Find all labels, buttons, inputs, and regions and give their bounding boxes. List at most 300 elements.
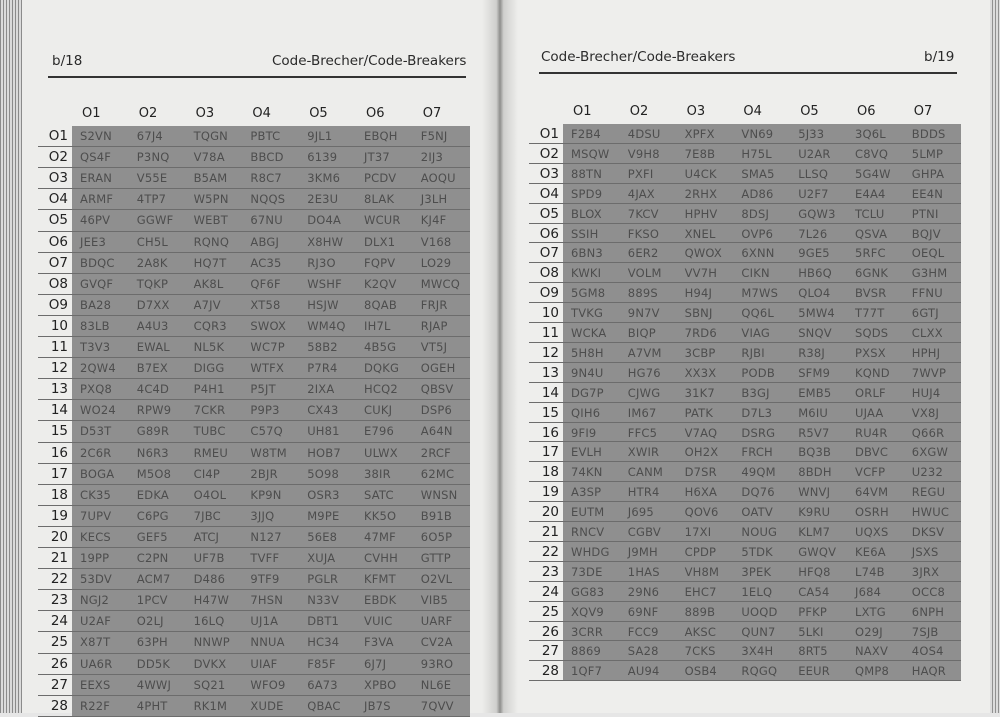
code-cell: GEF5 bbox=[136, 529, 168, 544]
row-label: O7 bbox=[539, 245, 559, 262]
code-cell: PBTC bbox=[250, 129, 281, 143]
code-cell: SQDS bbox=[855, 326, 889, 340]
code-cell: 1HAS bbox=[627, 564, 660, 579]
code-cell: UH81 bbox=[307, 424, 340, 439]
code-cell: 5TDK bbox=[741, 544, 773, 559]
code-cell: NQQS bbox=[250, 192, 286, 207]
row-label: 10 bbox=[541, 305, 559, 322]
code-cell: 5LMP bbox=[911, 146, 944, 161]
code-cell: P7R4 bbox=[307, 361, 338, 376]
code-cell: CPDP bbox=[684, 544, 717, 559]
code-cell: 4B5G bbox=[364, 340, 397, 354]
code-cell: WCUR bbox=[364, 213, 401, 228]
code-cell: ATCJ bbox=[193, 529, 220, 544]
code-cell: OVP6 bbox=[741, 226, 774, 241]
code-cell: DO4A bbox=[307, 213, 342, 228]
code-cell: CUKJ bbox=[364, 403, 393, 418]
code-cell: V55E bbox=[136, 171, 168, 186]
code-cell: EHC7 bbox=[684, 584, 717, 599]
code-cell: WO24 bbox=[80, 403, 116, 418]
column-header: O1 bbox=[82, 106, 101, 121]
code-cell: 56E8 bbox=[307, 529, 338, 544]
code-cell: 19PP bbox=[80, 551, 110, 565]
code-cell: VT5J bbox=[420, 340, 448, 354]
code-cell: 69NF bbox=[627, 604, 659, 619]
row-label: 19 bbox=[541, 484, 559, 501]
row-divider bbox=[529, 302, 961, 303]
code-cell: RJBI bbox=[741, 345, 765, 360]
row-label: 26 bbox=[541, 623, 559, 640]
code-cell: KFMT bbox=[364, 572, 396, 587]
code-cell: 47MF bbox=[364, 529, 396, 544]
code-cell: CK35 bbox=[80, 487, 112, 502]
row-label: O6 bbox=[539, 225, 559, 242]
code-cell: HAQR bbox=[911, 664, 946, 679]
code-cell: DSP6 bbox=[420, 403, 453, 418]
row-label: 12 bbox=[50, 360, 68, 377]
code-cell: SPD9 bbox=[571, 186, 603, 201]
code-cell: FFC5 bbox=[627, 425, 658, 440]
code-cell: K2QV bbox=[364, 276, 397, 291]
row-divider bbox=[529, 521, 961, 522]
code-cell: EDKA bbox=[136, 487, 169, 502]
code-cell: RK1M bbox=[193, 698, 228, 713]
code-cell: FKSO bbox=[627, 226, 660, 241]
code-cell: 1ELQ bbox=[741, 584, 773, 599]
code-cell: 6O5P bbox=[420, 529, 453, 544]
code-cell: XT58 bbox=[250, 297, 281, 312]
code-cell: 4DSU bbox=[627, 127, 661, 141]
row-divider bbox=[38, 188, 470, 189]
code-cell: 6XNN bbox=[741, 246, 775, 261]
code-cell: 2IXA bbox=[307, 382, 335, 397]
code-cell: G3HM bbox=[911, 266, 948, 281]
row-label: 13 bbox=[50, 381, 68, 398]
code-cell: C2PN bbox=[136, 551, 169, 565]
code-cell: HFQ8 bbox=[798, 564, 831, 579]
code-cell: QWOX bbox=[684, 246, 723, 261]
code-cell: 63PH bbox=[136, 635, 168, 650]
row-label: O4 bbox=[539, 185, 559, 202]
code-cell: DSRG bbox=[741, 425, 776, 440]
column-header: O6 bbox=[366, 106, 385, 121]
code-cell: GHPA bbox=[911, 166, 945, 181]
row-divider bbox=[529, 481, 961, 482]
code-cell: PXQ8 bbox=[80, 382, 112, 397]
code-cell: OATV bbox=[741, 505, 773, 520]
code-cell: BA28 bbox=[80, 297, 112, 312]
column-header: O5 bbox=[800, 104, 819, 119]
code-cell: UA6R bbox=[80, 656, 113, 671]
row-label: 10 bbox=[50, 317, 68, 334]
row-label: O8 bbox=[48, 275, 68, 292]
code-cell: 6139 bbox=[307, 150, 338, 165]
code-cell: HWUC bbox=[911, 505, 950, 520]
code-cell: TVKG bbox=[571, 306, 604, 321]
code-cell: R5V7 bbox=[798, 425, 830, 440]
code-cell: 8BDH bbox=[798, 465, 832, 480]
code-cell: CLXX bbox=[911, 326, 943, 340]
code-cell: B5AM bbox=[193, 171, 228, 186]
code-cell: MSQW bbox=[571, 146, 610, 161]
code-cell: B3GJ bbox=[741, 385, 770, 400]
code-cell: 5H8H bbox=[571, 345, 604, 360]
code-cell: RPW9 bbox=[136, 403, 172, 418]
code-cell: WNSN bbox=[420, 487, 458, 502]
code-cell: XUDE bbox=[250, 698, 284, 713]
code-cell: D486 bbox=[193, 572, 226, 587]
code-cell: E796 bbox=[364, 424, 395, 439]
code-cell: 7HSN bbox=[250, 593, 284, 608]
code-cell: HPHV bbox=[684, 206, 718, 221]
code-cell: R8C7 bbox=[250, 171, 282, 186]
row-divider bbox=[529, 441, 961, 442]
code-cell: 53DV bbox=[80, 572, 112, 587]
code-cell: KLM7 bbox=[798, 525, 831, 539]
code-cell: 7L26 bbox=[798, 226, 828, 241]
row-divider bbox=[529, 660, 961, 661]
code-cell: 7QVV bbox=[420, 698, 454, 713]
code-cell: GVQF bbox=[80, 276, 114, 291]
row-divider bbox=[529, 282, 961, 283]
code-cell: SFM9 bbox=[798, 365, 831, 380]
row-divider bbox=[38, 442, 470, 443]
column-header: O6 bbox=[857, 104, 876, 119]
code-cell: 7JBC bbox=[193, 508, 221, 523]
row-divider bbox=[529, 581, 961, 582]
code-cell: PODB bbox=[741, 365, 775, 380]
left-header-rule bbox=[48, 76, 466, 78]
code-cell: DD5K bbox=[136, 656, 171, 671]
code-cell: WEBT bbox=[193, 213, 228, 228]
code-cell: 46PV bbox=[80, 213, 111, 228]
code-cell: D7SR bbox=[684, 465, 717, 480]
row-label: 15 bbox=[50, 423, 68, 440]
code-cell: BDQC bbox=[80, 255, 115, 270]
code-cell: ACM7 bbox=[136, 572, 171, 587]
row-divider bbox=[529, 461, 961, 462]
row-divider bbox=[529, 541, 961, 542]
code-cell: PFKP bbox=[798, 604, 828, 619]
code-cell: BQ3B bbox=[798, 445, 832, 460]
code-cell: 5G4W bbox=[855, 166, 891, 181]
row-divider bbox=[529, 163, 961, 164]
code-cell: HSJW bbox=[307, 297, 339, 312]
code-cell: HC34 bbox=[307, 635, 340, 650]
row-divider bbox=[38, 146, 470, 147]
column-header: O3 bbox=[686, 104, 706, 119]
code-cell: 17XI bbox=[684, 525, 712, 539]
column-header: O2 bbox=[629, 104, 649, 119]
code-cell: TCLU bbox=[855, 206, 885, 221]
code-cell: BDDS bbox=[911, 127, 946, 141]
code-cell: BBCD bbox=[250, 150, 284, 165]
row-label: O3 bbox=[48, 170, 68, 187]
code-cell: ORLF bbox=[855, 385, 886, 400]
code-cell: 9TF9 bbox=[250, 572, 280, 587]
code-cell: B91B bbox=[420, 508, 453, 523]
code-cell: RMEU bbox=[193, 445, 228, 460]
row-divider bbox=[529, 203, 961, 204]
code-cell: XQV9 bbox=[571, 604, 604, 619]
left-page-number: b/18 bbox=[52, 53, 83, 69]
code-cell: XPFX bbox=[684, 127, 715, 141]
code-cell: ULWX bbox=[364, 445, 398, 460]
code-cell: C8VQ bbox=[855, 146, 889, 161]
code-cell: HPHJ bbox=[911, 345, 941, 360]
row-divider bbox=[38, 252, 470, 253]
code-cell: UF7B bbox=[193, 551, 225, 565]
row-label: 20 bbox=[541, 504, 559, 521]
code-cell: SA28 bbox=[627, 644, 659, 659]
row-divider bbox=[529, 601, 961, 602]
right-page-number: b/19 bbox=[924, 49, 955, 65]
code-cell: 2C6R bbox=[80, 445, 112, 460]
row-label: 26 bbox=[50, 655, 68, 672]
row-divider bbox=[529, 223, 961, 224]
code-cell: BLOX bbox=[571, 206, 602, 221]
code-cell: 4C4D bbox=[136, 382, 170, 397]
code-cell: DKSV bbox=[911, 525, 945, 539]
row-label: 16 bbox=[541, 424, 559, 441]
row-label: 28 bbox=[50, 697, 68, 714]
code-cell: 6GNK bbox=[855, 266, 889, 281]
code-cell: EVLH bbox=[571, 445, 602, 460]
code-cell: V9H8 bbox=[627, 146, 660, 161]
code-cell: SATC bbox=[364, 487, 394, 502]
code-cell: GTTP bbox=[420, 551, 451, 565]
code-cell: 9JL1 bbox=[307, 129, 333, 143]
row-label: 17 bbox=[50, 465, 68, 482]
code-cell: A3SP bbox=[571, 485, 602, 500]
code-cell: WC7P bbox=[250, 340, 285, 354]
code-cell: TVFF bbox=[250, 551, 280, 565]
code-cell: RNCV bbox=[571, 525, 605, 539]
code-cell: 7CKR bbox=[193, 403, 226, 418]
code-cell: CX43 bbox=[307, 403, 339, 418]
code-cell: U4CK bbox=[684, 166, 717, 181]
code-cell: U2F7 bbox=[798, 186, 829, 201]
row-label: O4 bbox=[48, 191, 68, 208]
code-cell: UJ1A bbox=[250, 614, 279, 629]
code-cell: 6J7J bbox=[364, 656, 387, 671]
code-cell: 83LB bbox=[80, 318, 110, 333]
code-cell: D7L3 bbox=[741, 405, 773, 420]
code-cell: 8869 bbox=[571, 644, 602, 659]
code-cell: CV2A bbox=[420, 635, 453, 650]
code-cell: 6BN3 bbox=[571, 246, 603, 261]
code-cell: FRJR bbox=[420, 297, 448, 312]
code-cell: UARF bbox=[420, 614, 453, 629]
code-cell: A64N bbox=[420, 424, 453, 439]
row-label: 19 bbox=[50, 507, 68, 524]
column-header: O1 bbox=[573, 104, 592, 119]
code-cell: GQW3 bbox=[798, 206, 836, 221]
code-cell: AC35 bbox=[250, 255, 282, 270]
code-cell: JEE3 bbox=[80, 234, 107, 249]
code-cell: 31K7 bbox=[684, 385, 715, 400]
code-cell: A7JV bbox=[193, 297, 221, 312]
code-cell: FQPV bbox=[364, 255, 396, 270]
row-divider bbox=[529, 422, 961, 423]
code-cell: HCQ2 bbox=[364, 382, 398, 397]
code-cell: AKSC bbox=[684, 624, 717, 639]
code-cell: NAXV bbox=[855, 644, 889, 659]
row-divider bbox=[38, 315, 470, 316]
code-cell: EMB5 bbox=[798, 385, 832, 400]
code-cell: UJAA bbox=[855, 405, 884, 420]
code-cell: 3CRR bbox=[571, 624, 604, 639]
code-cell: 62MC bbox=[420, 466, 455, 481]
code-cell: VH8M bbox=[684, 564, 720, 579]
row-label: 23 bbox=[50, 592, 68, 609]
column-header: O2 bbox=[138, 106, 158, 121]
row-divider bbox=[38, 631, 470, 632]
column-header: O4 bbox=[252, 106, 271, 121]
row-divider bbox=[38, 526, 470, 527]
row-label: 27 bbox=[50, 676, 68, 693]
code-cell: 6GTJ bbox=[911, 306, 939, 321]
code-cell: M9PE bbox=[307, 508, 340, 523]
code-cell: WHDG bbox=[571, 544, 610, 559]
code-cell: P3NQ bbox=[136, 150, 170, 165]
code-cell: VUIC bbox=[364, 614, 393, 629]
row-label: 24 bbox=[541, 583, 559, 600]
code-cell: 4WWJ bbox=[136, 677, 172, 692]
code-cell: FRCH bbox=[741, 445, 773, 460]
code-cell: V7AQ bbox=[684, 425, 718, 440]
code-cell: H47W bbox=[193, 593, 230, 608]
row-label: 20 bbox=[50, 528, 68, 545]
code-cell: 8LAK bbox=[364, 192, 395, 207]
code-cell: XPBO bbox=[364, 677, 397, 692]
code-cell: VN69 bbox=[741, 127, 774, 141]
code-cell: F5NJ bbox=[420, 129, 448, 143]
code-cell: PCDV bbox=[364, 171, 397, 186]
code-cell: DBVC bbox=[855, 445, 889, 460]
code-cell: 7UPV bbox=[80, 508, 112, 523]
row-divider bbox=[529, 183, 961, 184]
code-cell: EBDK bbox=[364, 593, 397, 608]
code-cell: UQXS bbox=[855, 525, 889, 539]
row-divider bbox=[38, 463, 470, 464]
code-cell: IH7L bbox=[364, 318, 391, 333]
code-cell: KJ4F bbox=[420, 213, 447, 228]
row-label: 13 bbox=[541, 364, 559, 381]
row-label: O6 bbox=[48, 233, 68, 250]
code-cell: O29J bbox=[855, 624, 883, 639]
code-cell: 4JAX bbox=[627, 186, 655, 201]
code-cell: AK8L bbox=[193, 276, 224, 291]
code-cell: T77T bbox=[855, 306, 885, 321]
code-cell: V168 bbox=[420, 234, 452, 249]
code-cell: NNUA bbox=[250, 635, 285, 650]
code-cell: FFNU bbox=[911, 286, 943, 301]
code-cell: G89R bbox=[136, 424, 170, 439]
code-cell: Q66R bbox=[911, 425, 945, 440]
code-cell: EE4N bbox=[911, 186, 944, 201]
row-label: O5 bbox=[539, 205, 559, 222]
row-divider bbox=[38, 653, 470, 654]
code-cell: CGBV bbox=[627, 525, 661, 539]
code-cell: WSHF bbox=[307, 276, 342, 291]
code-cell: PXSX bbox=[855, 345, 886, 360]
code-cell: 3JRX bbox=[911, 564, 940, 579]
row-divider bbox=[529, 362, 961, 363]
code-cell: ARMF bbox=[80, 192, 114, 207]
code-cell: IM67 bbox=[627, 405, 657, 420]
code-cell: PGLR bbox=[307, 572, 339, 587]
code-cell: QLO4 bbox=[798, 286, 831, 301]
code-cell: 7CKS bbox=[684, 644, 716, 659]
code-cell: CI4P bbox=[193, 466, 221, 481]
code-cell: O2LJ bbox=[136, 614, 164, 629]
row-divider bbox=[38, 336, 470, 337]
row-divider bbox=[529, 621, 961, 622]
row-divider bbox=[38, 674, 470, 675]
code-cell: RQNQ bbox=[193, 234, 230, 249]
row-label: 23 bbox=[541, 563, 559, 580]
column-header: O4 bbox=[743, 104, 762, 119]
column-header: O5 bbox=[309, 106, 328, 121]
row-label: 22 bbox=[541, 543, 559, 560]
code-cell: F2B4 bbox=[571, 127, 601, 141]
right-header-rule bbox=[539, 72, 957, 74]
row-label: O2 bbox=[48, 149, 68, 166]
code-cell: BQJV bbox=[911, 226, 941, 241]
code-cell: 3JJQ bbox=[250, 508, 275, 523]
code-cell: X87T bbox=[80, 635, 111, 650]
code-cell: H6XA bbox=[684, 485, 718, 500]
left-page-edges bbox=[0, 0, 22, 713]
code-cell: 4TP7 bbox=[136, 192, 167, 207]
book-gutter bbox=[482, 0, 518, 713]
code-cell: XWIR bbox=[627, 445, 660, 460]
code-cell: 74KN bbox=[571, 465, 603, 480]
code-cell: E4A4 bbox=[855, 186, 886, 201]
code-cell: M6IU bbox=[798, 405, 829, 420]
code-cell: 2BJR bbox=[250, 466, 278, 481]
row-divider bbox=[38, 547, 470, 548]
code-cell: QBSV bbox=[420, 382, 454, 397]
code-cell: EEXS bbox=[80, 677, 111, 692]
code-cell: HTR4 bbox=[627, 485, 660, 500]
code-cell: R22F bbox=[80, 698, 111, 713]
code-cell: QBAC bbox=[307, 698, 341, 713]
code-cell: DG7P bbox=[571, 385, 604, 400]
code-cell: C6PG bbox=[136, 508, 169, 523]
code-cell: 2QW4 bbox=[80, 361, 116, 376]
code-cell: J9MH bbox=[627, 544, 658, 559]
code-cell: CA54 bbox=[798, 584, 830, 599]
code-cell: NOUG bbox=[741, 525, 778, 539]
code-cell: HG76 bbox=[627, 365, 661, 380]
row-divider bbox=[38, 589, 470, 590]
row-divider bbox=[529, 680, 961, 681]
row-divider bbox=[38, 209, 470, 210]
code-cell: TQGN bbox=[193, 129, 228, 143]
code-cell: QUN7 bbox=[741, 624, 776, 639]
code-cell: N6R3 bbox=[136, 445, 169, 460]
code-cell: VIAG bbox=[741, 326, 771, 340]
row-label: 11 bbox=[50, 339, 68, 355]
row-label: O1 bbox=[539, 126, 559, 142]
code-cell: N33V bbox=[307, 593, 340, 608]
row-label: O2 bbox=[539, 145, 559, 162]
row-label: O9 bbox=[539, 285, 559, 302]
code-cell: WFO9 bbox=[250, 677, 286, 692]
code-cell: 2IJ3 bbox=[420, 150, 444, 165]
